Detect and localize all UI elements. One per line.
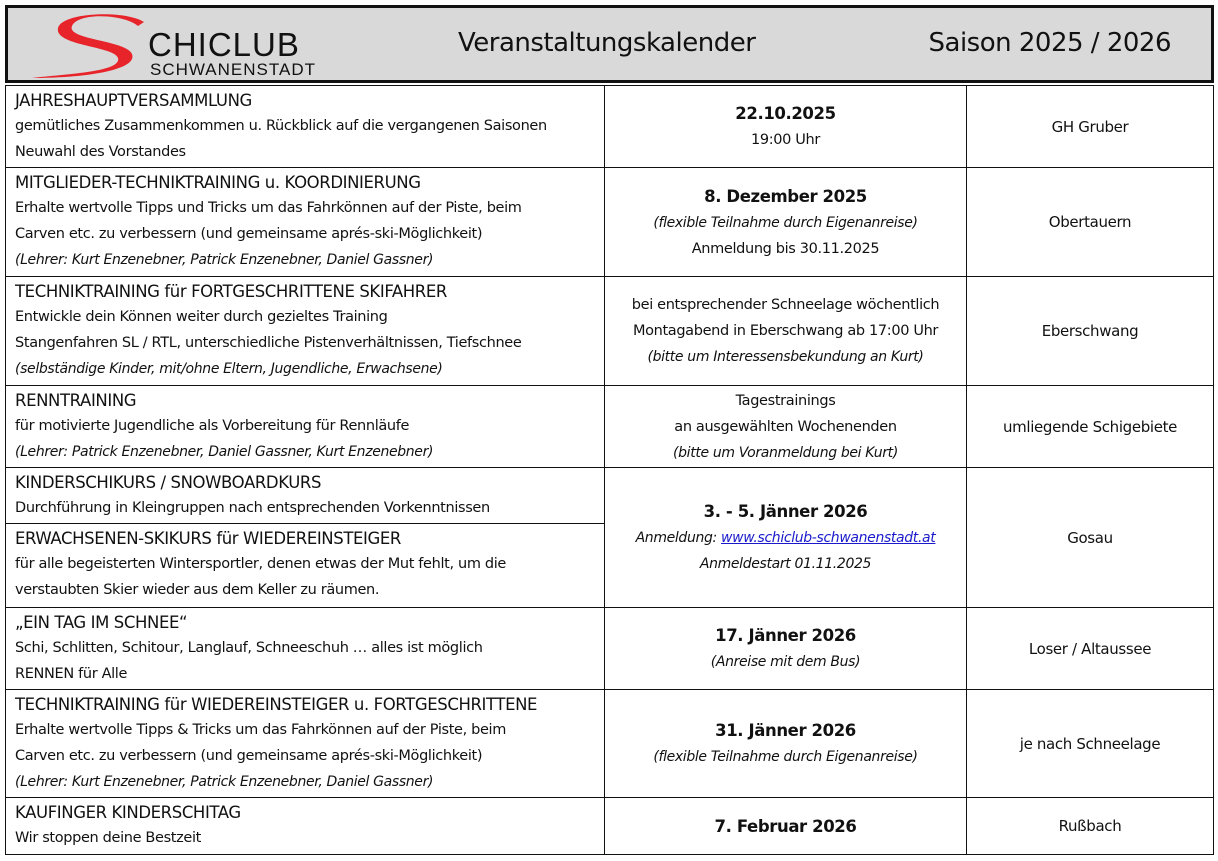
logo-wordmark: CHICLUB: [148, 26, 300, 63]
event-location: je nach Schneelage: [967, 690, 1214, 798]
event-description: [6, 386, 605, 468]
event-date-cell: [605, 277, 967, 386]
event-line: Durchführung in Kleingruppen nach entsprechenden Vorkenntnissen: [15, 500, 490, 516]
event-row: [6, 168, 1214, 277]
event-line: für alle begeisterten Wintersportler, denen etwas der Mut fehlt, um die: [15, 556, 506, 572]
event-location: GH Gruber: [967, 86, 1214, 168]
event-date: 7. Februar 2026: [714, 816, 857, 836]
event-date-note: (flexible Teilnahme durch Eigenanreise): [653, 749, 918, 765]
event-title: JAHRESHAUPTVERSAMMLUNG: [15, 91, 252, 110]
event-line: Carven etc. zu verbessern (und gemeinsame aprés-ski-Möglichkeit): [15, 226, 483, 242]
page-title: Veranstaltungskalender: [458, 28, 756, 58]
event-row: [6, 86, 1214, 168]
logo-subtitle: SCHWANENSTADT: [150, 60, 316, 79]
event-location: umliegende Schigebiete: [967, 386, 1214, 468]
calendar-header: [5, 5, 1214, 83]
event-line: RENNEN für Alle: [15, 666, 128, 682]
event-location: Gosau: [967, 468, 1214, 608]
event-row: [6, 386, 1214, 468]
event-line: gemütliches Zusammenkommen u. Rückblick auf die vergangenen Saisonen: [15, 118, 547, 134]
event-date-cell: [605, 468, 967, 608]
event-title: TECHNIKTRAINING für WIEDEREINSTEIGER u. FORTGESCHRITTENE: [15, 695, 538, 714]
event-date-cell: [605, 386, 967, 468]
event-description: [6, 798, 605, 855]
event-line: Erhalte wertvolle Tipps & Tricks um das Fahrkönnen auf der Piste, beim: [15, 722, 507, 738]
event-description: [6, 277, 605, 386]
event-registration: [605, 525, 966, 551]
event-line: Stangenfahren SL / RTL, unterschiedliche Pistenverhältnissen, Tiefschnee: [15, 335, 522, 351]
event-schedule: Tagestrainings: [735, 392, 836, 409]
event-line: Schi, Schlitten, Schitour, Langlauf, Schneeschuh … alles ist möglich: [15, 640, 483, 656]
event-line: Neuwahl des Vorstandes: [15, 144, 186, 160]
event-line: Carven etc. zu verbessern (und gemeinsame aprés-ski-Möglichkeit): [15, 748, 483, 764]
event-row: [6, 468, 1214, 524]
event-date: 17. Jänner 2026: [715, 626, 856, 645]
event-date-cell: [605, 608, 967, 690]
event-registration-deadline: Anmeldung bis 30.11.2025: [691, 240, 880, 257]
event-date-cell: [605, 86, 967, 168]
event-time: 19:00 Uhr: [750, 132, 820, 148]
event-date: 22.10.2025: [735, 104, 836, 123]
event-instructors: (Lehrer: Kurt Enzenebner, Patrick Enzenebner, Daniel Gassner): [15, 252, 434, 268]
event-date-note: (bitte um Interessensbekundung an Kurt): [647, 349, 924, 365]
event-location: Rußbach: [967, 798, 1214, 855]
event-schedule: Montagabend in Eberschwang ab 17:00 Uhr: [632, 323, 939, 339]
event-title: „EIN TAG IM SCHNEE“: [15, 613, 188, 632]
event-title: KAUFINGER KINDERSCHITAG: [15, 803, 241, 822]
event-description: [6, 524, 605, 608]
event-location: Eberschwang: [967, 277, 1214, 386]
event-row: [6, 690, 1214, 798]
event-schedule: bei entsprechender Schneelage wöchentlich: [631, 297, 940, 313]
event-line: Entwickle dein Können weiter durch gezieltes Training: [15, 309, 388, 325]
event-date: 31. Jänner 2026: [715, 721, 856, 740]
event-schedule: an ausgewählten Wochenenden: [674, 418, 897, 435]
registration-label: Anmeldung:: [635, 530, 721, 546]
event-line: Wir stoppen deine Bestzeit: [15, 830, 201, 846]
event-line: verstaubten Skier wieder aus dem Keller zu räumen.: [15, 582, 380, 598]
season-label: Saison 2025 / 2026: [928, 28, 1171, 58]
event-line: Erhalte wertvolle Tipps und Tricks um das Fahrkönnen auf der Piste, beim: [15, 200, 522, 216]
event-line: für motivierte Jugendliche als Vorbereitung für Rennläufe: [15, 418, 410, 434]
event-instructors: (Lehrer: Kurt Enzenebner, Patrick Enzenebner, Daniel Gassner): [15, 774, 434, 790]
event-date-note: (Anreise mit dem Bus): [710, 654, 861, 670]
event-row: [6, 608, 1214, 690]
event-date-cell: [605, 798, 967, 855]
event-date-note: (bitte um Voranmeldung bei Kurt): [673, 444, 898, 461]
event-title: RENNTRAINING: [15, 391, 137, 410]
event-description: [6, 168, 605, 277]
event-description: [6, 86, 605, 168]
event-table: [5, 85, 1214, 855]
event-title: ERWACHSENEN-SKIKURS für WIEDEREINSTEIGER: [15, 529, 401, 548]
event-date-cell: [605, 690, 967, 798]
event-row: [6, 277, 1214, 386]
event-date-cell: [605, 168, 967, 277]
event-registration-start: Anmeldestart 01.11.2025: [699, 556, 872, 572]
event-location: Obertauern: [967, 168, 1214, 277]
event-title: KINDERSCHIKURS / SNOWBOARDKURS: [15, 473, 322, 492]
event-title: TECHNIKTRAINING für FORTGESCHRITTENE SKIFAHRER: [15, 282, 447, 301]
event-audience: (selbständige Kinder, mit/ohne Eltern, Jugendliche, Erwachsene): [15, 361, 443, 377]
logo-s-swoosh-icon: [26, 12, 156, 84]
event-instructors: (Lehrer: Patrick Enzenebner, Daniel Gassner, Kurt Enzenebner): [15, 444, 434, 460]
event-date-note: (flexible Teilnahme durch Eigenanreise): [653, 214, 918, 231]
event-row: [6, 798, 1214, 855]
event-description: [6, 690, 605, 798]
event-location: Loser / Altaussee: [967, 608, 1214, 690]
event-date: 8. Dezember 2025: [704, 186, 867, 206]
event-description: [6, 468, 605, 524]
registration-link[interactable]: www.schiclub-schwanenstadt.at: [721, 530, 936, 546]
event-date: 3. - 5. Jänner 2026: [703, 502, 868, 521]
schiclub-logo: [26, 12, 346, 82]
event-description: [6, 608, 605, 690]
event-title: MITGLIEDER-TECHNIKTRAINING u. KOORDINIERUNG: [15, 173, 421, 192]
